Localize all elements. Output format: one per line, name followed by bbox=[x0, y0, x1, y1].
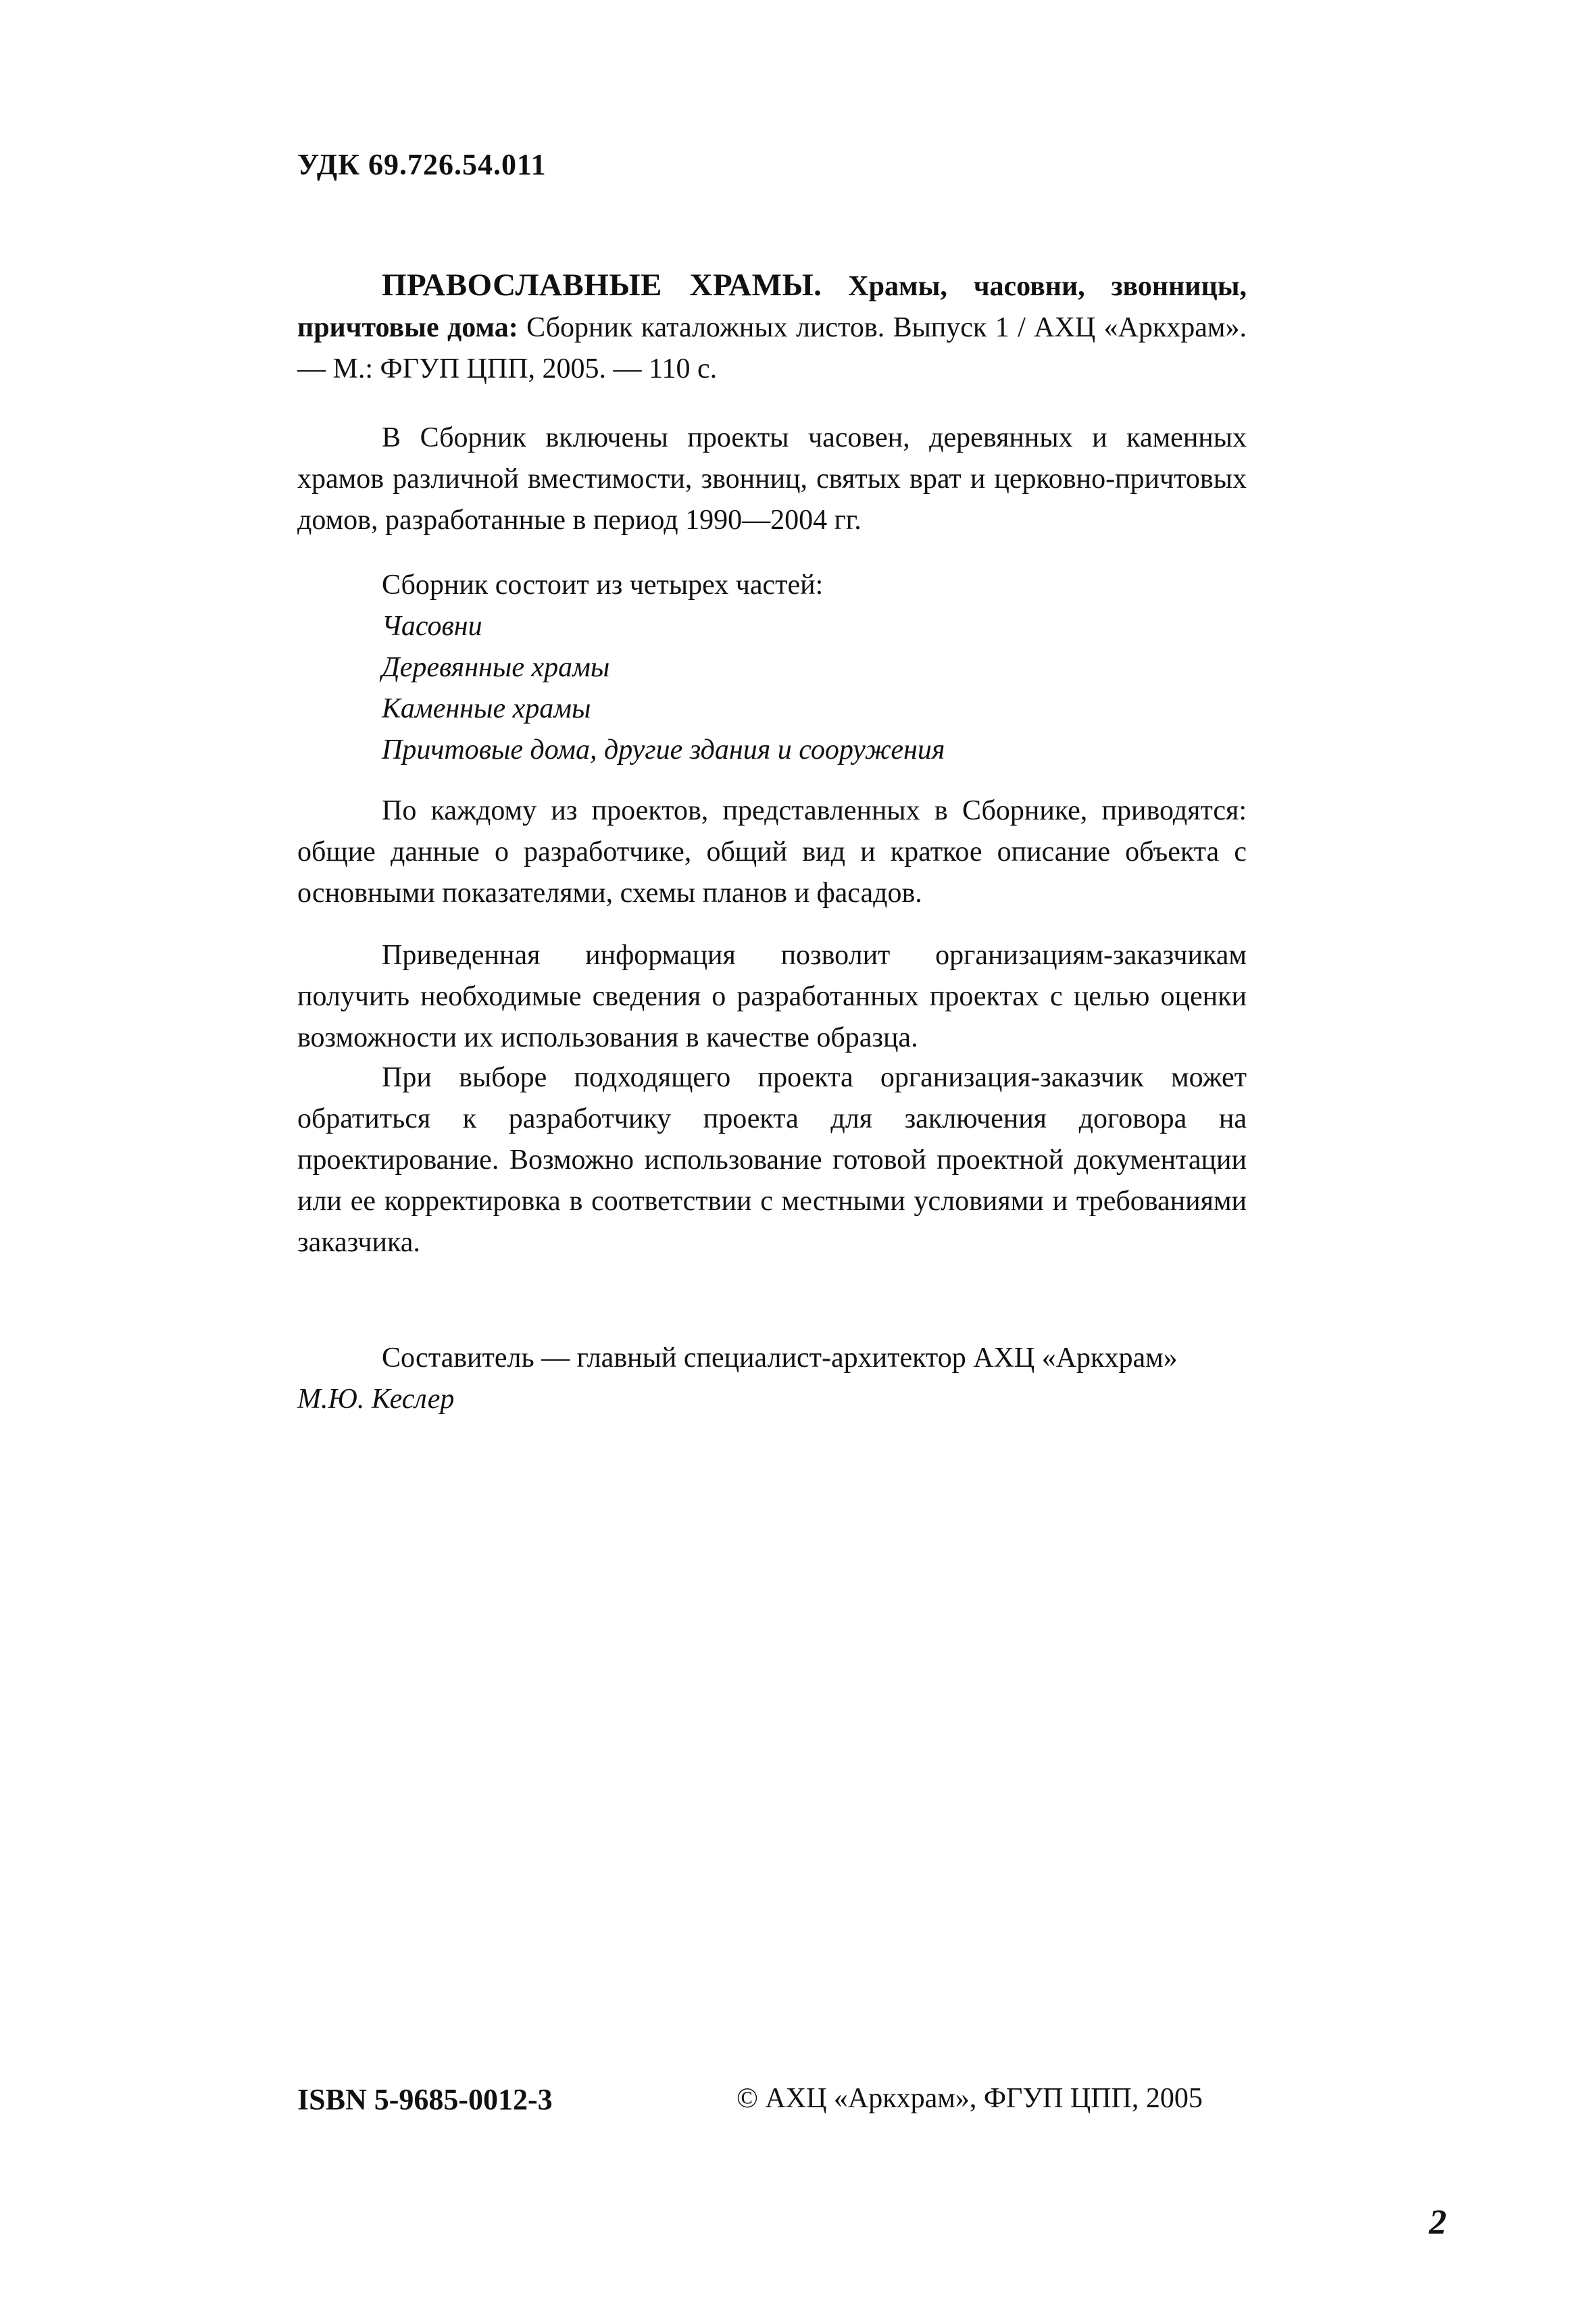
part-item: Причтовые дома, другие здания и сооружения bbox=[382, 734, 945, 765]
copyright-notice: © АХЦ «Аркхрам», ФГУП ЦПП, 2005 bbox=[737, 2083, 1203, 2114]
udk-code: УДК 69.726.54.011 bbox=[297, 148, 547, 181]
part-item: Деревянные храмы bbox=[382, 652, 610, 683]
page-number: 2 bbox=[1429, 2203, 1447, 2242]
part-item: Каменные храмы bbox=[382, 693, 591, 724]
parts-intro: Сборник состоит из четырех частей: bbox=[382, 570, 824, 601]
bibliographic-details: Сборник каталожных листов. Выпуск 1 / АХЦ «Аркхрам». — М.: ФГУП ЦПП, 2005. — 110 с. bbox=[297, 312, 1247, 384]
isbn: ISBN 5-9685-0012-3 bbox=[297, 2083, 553, 2116]
book-subtitle: Храмы, часовни, звонницы, причтовые дома: bbox=[297, 271, 1247, 343]
project-data-paragraph bbox=[297, 790, 1247, 914]
summary-paragraph bbox=[297, 418, 1247, 541]
compiler-role: Составитель — главный специалист-архитектор АХЦ «Аркхрам» bbox=[382, 1342, 1178, 1374]
choice-paragraph bbox=[297, 1057, 1247, 1263]
project-data-text: По каждому из проектов, представленных в Сборнике, приводятся: общие данные о разработчике, общий вид и краткое описание объекта с основными показателями, схемы планов и фасадов. bbox=[297, 795, 1247, 909]
book-title: ПРАВОСЛАВНЫЕ ХРАМЫ. bbox=[382, 268, 822, 303]
choice-text: При выборе подходящего проекта организация-заказчик может обратиться к разработчику проекта для заключения договора на проектирование. Возможно использование готовой проектной документации или ее корректировка в соответствии с местными условиями и требованиями заказчика. bbox=[297, 1062, 1247, 1258]
summary-text: В Сборник включены проекты часовен, деревянных и каменных храмов различной вместимости, звонниц, святых врат и церковно-причтовых домов, разработанные в период 1990—2004 гг. bbox=[297, 422, 1247, 536]
part-item: Часовни bbox=[382, 611, 482, 642]
bibliographic-record bbox=[297, 265, 1247, 390]
info-text: Приведенная информация позволит организациям-заказчикам получить необходимые сведения о разработанных проектах с целью оценки возможности их использования в качестве образца. bbox=[297, 940, 1247, 1053]
parts-list bbox=[382, 565, 945, 771]
info-paragraph bbox=[297, 935, 1247, 1059]
compiler-credit bbox=[297, 1338, 1247, 1420]
compiler-name: М.Ю. Кеслер bbox=[297, 1384, 455, 1415]
